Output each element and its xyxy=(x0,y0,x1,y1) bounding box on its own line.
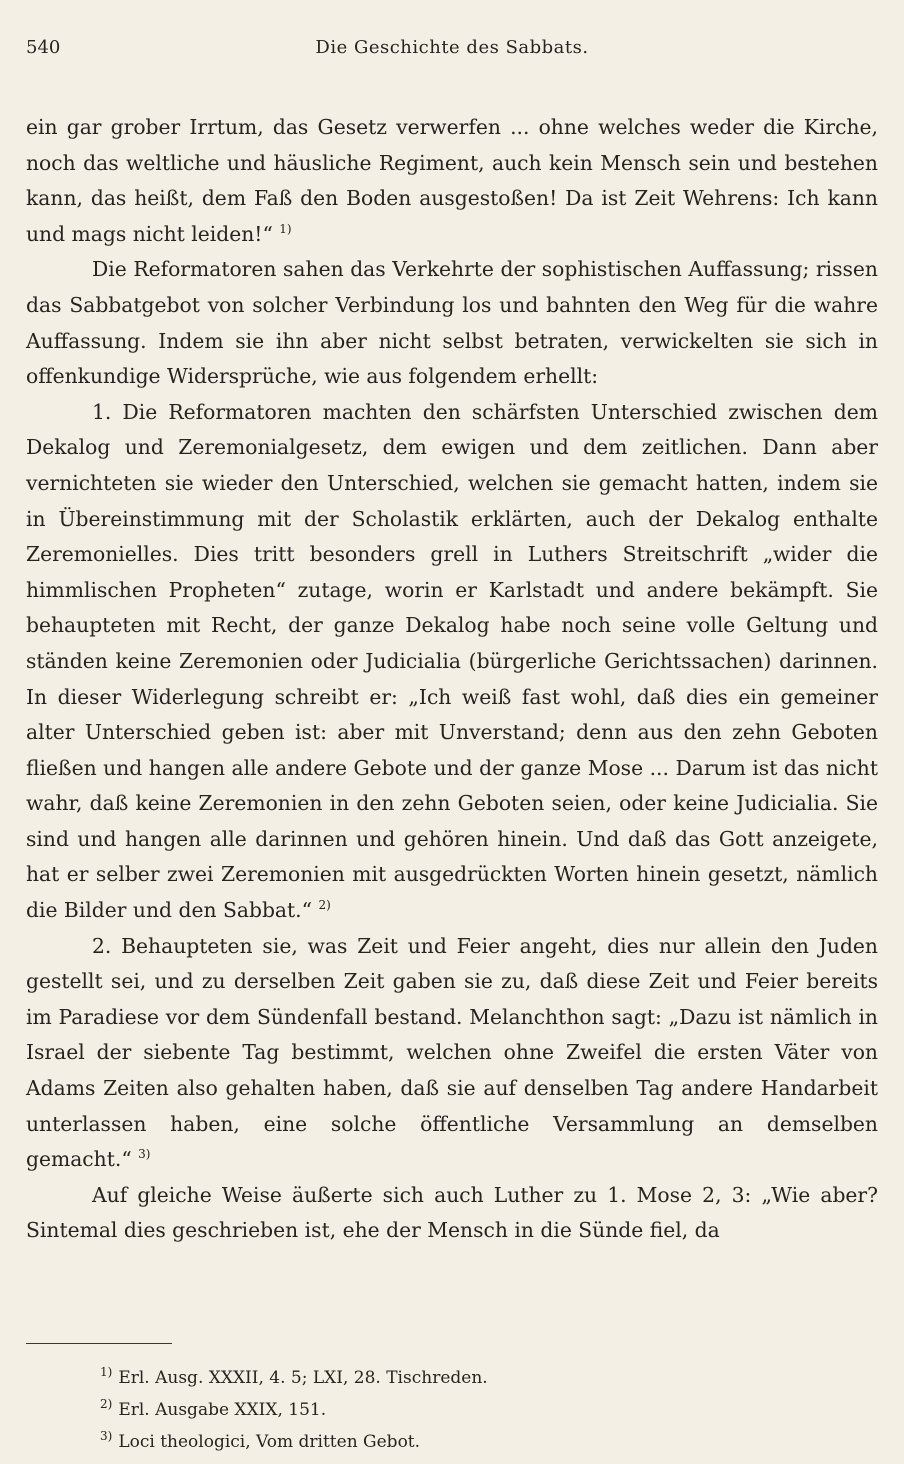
footnote xyxy=(100,1362,844,1394)
footnote-text: Erl. Ausg. XXXII, 4. 5; LXI, 28. Tischreden. xyxy=(118,1368,488,1388)
running-title: Die Geschichte des Sabbats. xyxy=(315,37,589,58)
paragraph xyxy=(26,252,878,394)
footnote-mark: 1) xyxy=(100,1365,113,1380)
footnote-reference: 1) xyxy=(279,222,292,237)
paragraph-text: Auf gleiche Weise äußerte sich auch Luther zu 1. Mose 2, 3: „Wie aber? Sintemal dies geschrieben ist, ehe der Mensch in die Sünde fiel, da xyxy=(26,1182,878,1243)
paragraph-text: Die Reformatoren sahen das Verkehrte der sophistischen Auffassung; rissen das Sabbatgebot von solcher Verbindung los und bahnten den Weg für die wahre Auffassung. Indem sie ihn aber nicht selbst betraten, verwickelten sie sich in offenkundige Widersprüche, wie aus folgendem erhellt: xyxy=(26,257,878,389)
footnote-reference: 3) xyxy=(138,1147,151,1162)
paragraph xyxy=(26,929,878,1178)
footnote xyxy=(100,1426,844,1458)
footnote xyxy=(100,1394,844,1426)
paragraph xyxy=(26,395,878,929)
paragraph-text: ein gar grober Irrtum, das Gesetz verwerfen ... ohne welches weder die Kirche, noch das weltliche und häusliche Regiment, auch kein Mensch sein und bestehen kann, das heißt, dem Faß den Boden ausgestoßen! Da ist Zeit Wehrens: Ich kann und mags nicht leiden!“ xyxy=(26,115,878,246)
footnote-mark: 2) xyxy=(100,1397,113,1412)
footnote-text: Erl. Ausgabe XXIX, 151. xyxy=(118,1400,327,1420)
footnote-mark: 3) xyxy=(100,1429,113,1444)
paragraph-continuation xyxy=(26,110,878,252)
page-number: 540 xyxy=(26,37,61,58)
paragraph xyxy=(26,1178,878,1249)
paragraph-text: 1. Die Reformatoren machten den schärfsten Unterschied zwischen dem Dekalog und Zeremonialgesetz, dem ewigen und dem zeitlichen. Dann aber vernichteten sie wieder den Unterschied, welchen sie gemacht hatten, indem sie in Übereinstimmung mit der Scholastik erklärten, auch der Dekalog enthalte Zeremonielles. Dies tritt besonders grell in Luthers Streitschrift „wider die himmlischen Propheten“ zutage, worin er Karlstadt und andere bekämpft. Sie behaupteten mit Recht, der ganze Dekalog habe noch seine volle Geltung und ständen keine Zeremonien oder Judicialia (bürgerliche Gerichtssachen) darinnen. In dieser Widerlegung schreibt er: „Ich weiß fast wohl, daß dies ein gemeiner alter Unterschied geben ist: aber mit Unverstand; denn aus den zehn Geboten fließen und hangen alle andere Gebote und der ganze Mose ... Darum ist das nicht wahr, daß keine Zeremonien in den zehn Geboten seien, oder keine Judicialia. Sie sind und hangen alle darinnen und gehören hinein. Und daß das Gott anzeigete, hat er selber zwei Zeremonien mit ausgedrückten Worten hinein gesetzt, nämlich die Bilder und den Sabbat.“ xyxy=(26,399,878,923)
paragraph-text: 2. Behaupteten sie, was Zeit und Feier angeht, dies nur allein den Juden gestellt sei, und zu derselben Zeit gaben sie zu, daß diese Zeit und Feier bereits im Paradiese vor dem Sündenfall bestand. Melanchthon sagt: „Dazu ist nämlich in Israel der siebente Tag bestimmt, welchen ohne Zweifel die ersten Väter von Adams Zeiten also gehalten haben, daß sie auf denselben Tag andere Handarbeit unterlassen haben, eine solche öffentliche Versammlung an demselben gemacht.“ xyxy=(26,933,878,1172)
footnote-reference: 2) xyxy=(318,898,331,913)
footnotes xyxy=(100,1362,844,1458)
running-head xyxy=(26,32,878,64)
footnote-divider xyxy=(26,1343,172,1344)
body-text xyxy=(26,110,878,1249)
footnote-text: Loci theologici, Vom dritten Gebot. xyxy=(118,1432,421,1452)
